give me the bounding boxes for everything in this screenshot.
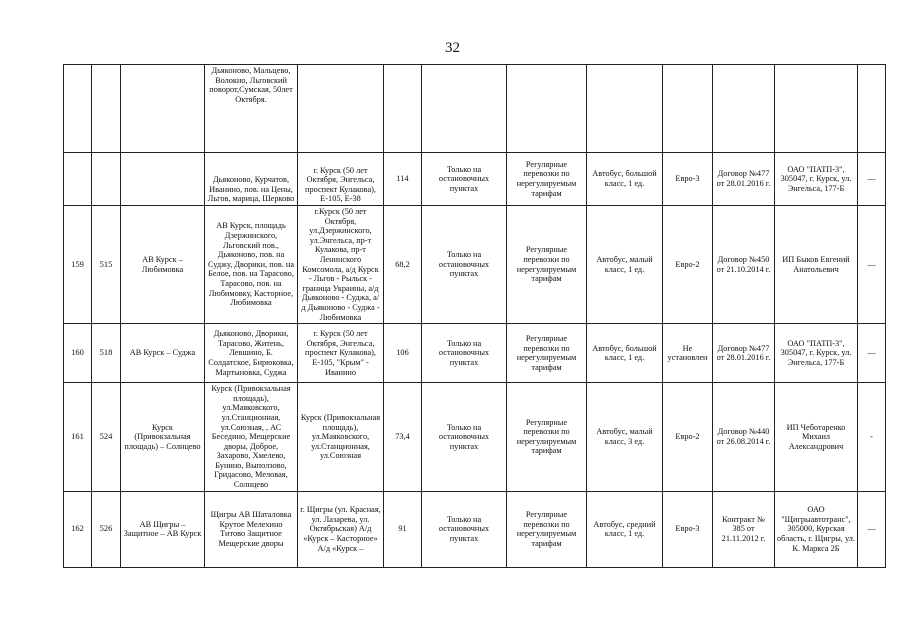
- route-stops-cell: Дьяконово, Мальцево, Волокно, Льговский поворот,Сумская, 50лет Октября.: [205, 65, 298, 153]
- table-row: [64, 65, 886, 153]
- row-number-cell: 162: [64, 491, 92, 567]
- route-length-cell: [384, 65, 422, 153]
- route-stops-cell: Курск (Привокзальная площадь), ул.Маяковского, ул.Станционная, ул.Союзная, , АС Беседино, Мещерские дворы, Доброе, Захарово, Хмелево, Бунино, Выползово, Гридасово, Меловая, Солнцево: [205, 383, 298, 492]
- boarding-order-cell: Только на остановочных пунктах: [422, 383, 507, 492]
- route-streets-cell: г. Курск (50 лет Октября, Энгельса, проспект Кулакова), Е-105, Е-38: [298, 153, 384, 206]
- vehicle-cell: Автобус, средний класс, 1 ед.: [587, 491, 663, 567]
- vehicle-cell: Автобус, малый класс, 1 ед.: [587, 206, 663, 324]
- vehicle-cell: Автобус, малый класс, 3 ед.: [587, 383, 663, 492]
- route-stops-cell: Щигры АВ Шаталовка Крутое Мелехино Титово Защитное Мещерские дворы: [205, 491, 298, 567]
- contract-cell: Договор №440 от 26.08.2014 г.: [713, 383, 775, 492]
- route-length-cell: 68,2: [384, 206, 422, 324]
- table-row: [64, 491, 886, 567]
- extra-cell: -: [858, 383, 886, 492]
- route-length-cell: 114: [384, 153, 422, 206]
- boarding-order-cell: Только на остановочных пунктах: [422, 491, 507, 567]
- extra-cell: —: [858, 206, 886, 324]
- contract-cell: [713, 65, 775, 153]
- carrier-cell: ИП Чеботаренко Михаил Александрович: [775, 383, 858, 492]
- extra-cell: —: [858, 491, 886, 567]
- carrier-cell: ИП Быков Евгений Анатольевич: [775, 206, 858, 324]
- route-length-cell: 73,4: [384, 383, 422, 492]
- route-reg-number-cell: [92, 65, 121, 153]
- route-length-cell: 91: [384, 491, 422, 567]
- route-name-cell: АВ Курск – Любимовка: [121, 206, 205, 324]
- route-length-cell: 106: [384, 324, 422, 383]
- row-number-cell: [64, 153, 92, 206]
- boarding-order-cell: Только на остановочных пунктах: [422, 206, 507, 324]
- transport-type-cell: Регулярные перевозки по нерегулируемым тарифам: [507, 383, 587, 492]
- transport-type-cell: Регулярные перевозки по нерегулируемым тарифам: [507, 324, 587, 383]
- page-number: 32: [445, 40, 460, 56]
- boarding-order-cell: [422, 65, 507, 153]
- table-row: [64, 153, 886, 206]
- transport-type-cell: [507, 65, 587, 153]
- route-stops-cell: АВ Курск, площадь Дзержинского, Льговский пов., Дьяконово, пов. на Суджу, Дворики, пов. на Белое, пов. на Тарасово, Тарасово, пов. на Любимовку, Касторное, Любимовка: [205, 206, 298, 324]
- route-streets-cell: г.Курск (50 лет Октября, ул.Дзержинского, ул.Энгельса, пр-т Кулакова, пр-т Ленинского Комсомола, а/д Курск - Льгов - Рыльск - граница Украины, а/д Дьяконово - Суджа, а/д Дьяконово - Суджа - Любимовка: [298, 206, 384, 324]
- extra-cell: [858, 65, 886, 153]
- route-reg-number-cell: 524: [92, 383, 121, 492]
- vehicle-cell: [587, 65, 663, 153]
- extra-cell: —: [858, 324, 886, 383]
- eco-class-cell: Евро-2: [663, 206, 713, 324]
- row-number-cell: [64, 65, 92, 153]
- eco-class-cell: Евро-3: [663, 491, 713, 567]
- route-streets-cell: Курск (Привокзальная площадь), ул.Маяковского, ул.Станционная, ул.Союзная: [298, 383, 384, 492]
- route-stops-cell: Дьяконово, Курчатов, Иванино, пов. на Цены, Льгов, марица, Шерково: [205, 153, 298, 206]
- carrier-cell: ОАО "ПАТП-3", 305047, г. Курск, ул. Энгельса, 177-Б: [775, 153, 858, 206]
- carrier-cell: [775, 65, 858, 153]
- contract-cell: Договор №477 от 28.01.2016 г.: [713, 153, 775, 206]
- carrier-cell: ОАО "ПАТП-3", 305047, г. Курск, ул. Энгельса, 177-Б: [775, 324, 858, 383]
- route-streets-cell: г. Курск (50 лет Октября, Энгельса, проспект Кулакова), Е-105, "Крым" - Иванино: [298, 324, 384, 383]
- eco-class-cell: [663, 65, 713, 153]
- contract-cell: Договор №477 от 28.01.2016 г.: [713, 324, 775, 383]
- route-streets-cell: [298, 65, 384, 153]
- row-number-cell: 159: [64, 206, 92, 324]
- eco-class-cell: Евро-3: [663, 153, 713, 206]
- route-name-cell: [121, 65, 205, 153]
- table-row: [64, 383, 886, 492]
- row-number-cell: 160: [64, 324, 92, 383]
- transport-type-cell: Регулярные перевозки по нерегулируемым тарифам: [507, 153, 587, 206]
- transport-type-cell: Регулярные перевозки по нерегулируемым тарифам: [507, 491, 587, 567]
- route-name-cell: АВ Щигры – Защитное – АВ Курск: [121, 491, 205, 567]
- route-reg-number-cell: [92, 153, 121, 206]
- table-row: [64, 206, 886, 324]
- route-reg-number-cell: 515: [92, 206, 121, 324]
- transport-type-cell: Регулярные перевозки по нерегулируемым тарифам: [507, 206, 587, 324]
- carrier-cell: ОАО "Щигрыавтотранс", 305000, Курская область, г. Щигры, ул. К. Маркса 2Б: [775, 491, 858, 567]
- vehicle-cell: Автобус, большой класс, 1 ед.: [587, 153, 663, 206]
- route-name-cell: [121, 153, 205, 206]
- boarding-order-cell: Только на остановочных пунктах: [422, 153, 507, 206]
- route-name-cell: АВ Курск – Суджа: [121, 324, 205, 383]
- table-row: [64, 324, 886, 383]
- contract-cell: Контракт № 385 от 21.11.2012 г.: [713, 491, 775, 567]
- route-reg-number-cell: 526: [92, 491, 121, 567]
- route-stops-cell: Дьяконово, Дворики, Тарасово, Житень, Левшино, Б. Солдатское, Бирюковка, Мартыновка, Суджа: [205, 324, 298, 383]
- vehicle-cell: Автобус, большой класс, 1 ед.: [587, 324, 663, 383]
- eco-class-cell: Евро-2: [663, 383, 713, 492]
- boarding-order-cell: Только на остановочных пунктах: [422, 324, 507, 383]
- route-name-cell: Курск (Привокзальная площадь) – Солнцево: [121, 383, 205, 492]
- extra-cell: —: [858, 153, 886, 206]
- contract-cell: Договор №450 от 21.10.2014 г.: [713, 206, 775, 324]
- routes-table: [63, 64, 886, 568]
- route-reg-number-cell: 518: [92, 324, 121, 383]
- route-streets-cell: г. Щигры (ул. Красная, ул. Лазарева, ул. Октябрьская) А/д «Курск – Касторное» А/д «Курск –: [298, 491, 384, 567]
- row-number-cell: 161: [64, 383, 92, 492]
- eco-class-cell: Не установлен: [663, 324, 713, 383]
